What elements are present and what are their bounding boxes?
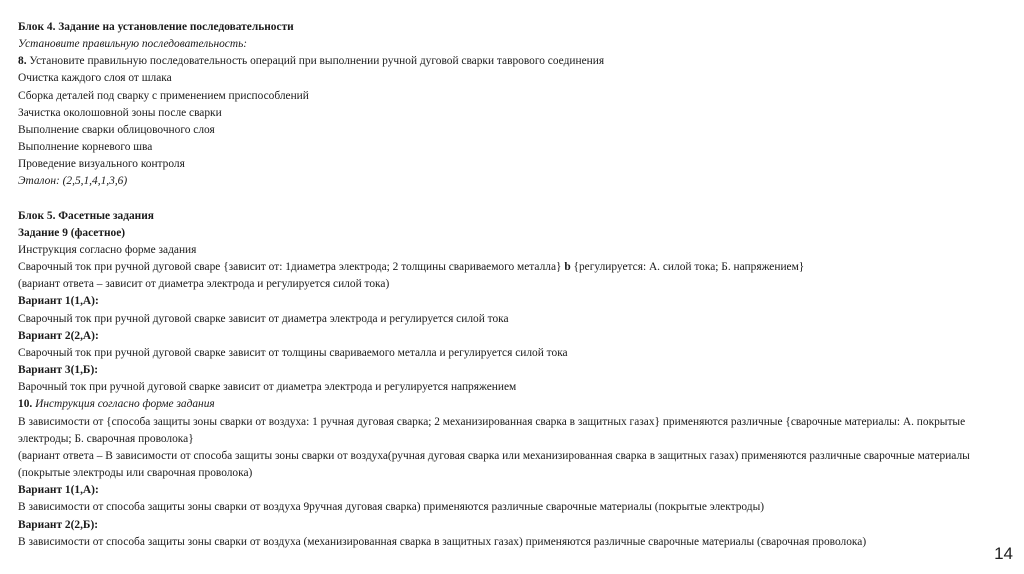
sequence-item: Выполнение корневого шва [18, 141, 153, 154]
task-9-instruction: Инструкция согласно форме задания [18, 244, 197, 257]
sequence-item: Выполнение сварки облицовочного слоя [18, 123, 215, 136]
variant-text: Сварочный ток при ручной дуговой сварке зависит от толщины свариваемого металла и регулируется силой тока [18, 346, 568, 359]
variant-label: Вариант 1(1,А): [18, 484, 99, 497]
sequence-item: Сборка деталей под сварку с применением приспособлений [18, 89, 309, 102]
question-10-statement: В зависимости от {способа защиты зоны сварки от воздуха: 1 ручная дуговая сварка; 2 механизированная сварка в защитных газах} применяются различные {сварочные материалы: А. покрытые электроды; Б. сварочная проволока} [18, 415, 966, 445]
task-9-title: Задание 9 (фасетное) [18, 226, 126, 239]
question-8-number: 8. [18, 55, 27, 68]
spacer [18, 191, 1008, 208]
variant-text: В зависимости от способа защиты зоны сварки от воздуха 9ручная дуговая сварка) применяются различные сварочные материалы (покрытые электроды) [18, 501, 765, 514]
task-9-statement-part: Сварочный ток при ручной дуговой сваре {зависит от: 1диаметра электрода; 2 толщины свариваемого металла} [18, 261, 565, 274]
variant-label: Вариант 2(2,А): [18, 329, 99, 342]
question-10-instruction: Инструкция согласно форме задания [32, 398, 215, 411]
question-10 [18, 396, 1008, 413]
variant-text: Сварочный ток при ручной дуговой сварке зависит от диаметра электрода и регулируется силой тока [18, 312, 509, 325]
variant-label: Вариант 2(2,Б): [18, 518, 99, 531]
question-10-number: 10. [18, 398, 33, 411]
task-9-statement-part: {регулируется: А. силой тока; Б. напряжением} [570, 261, 805, 274]
question-8 [18, 53, 1008, 70]
task-9-answer: (вариант ответа – зависит от диаметра электрода и регулируется силой тока) [18, 278, 390, 291]
etalon: Эталон: (2,5,1,4,1,3,6) [18, 175, 128, 188]
block5-title: Блок 5. Фасетные задания [18, 209, 154, 222]
sequence-item: Зачистка околошовной зоны после сварки [18, 106, 222, 119]
block4-title: Блок 4. Задание на установление последовательности [18, 21, 294, 33]
document-body [18, 19, 1008, 551]
variant-label: Вариант 3(1,Б): [18, 364, 99, 377]
task-9-statement [18, 259, 1008, 276]
page-number: 14 [994, 544, 1013, 563]
task-9-statement-part: b [564, 261, 571, 274]
variant-label: Вариант 1(1,А): [18, 295, 99, 308]
sequence-item: Проведение визуального контроля [18, 158, 185, 171]
variant-text: Варочный ток при ручной дуговой сварке зависит от диаметра электрода и регулируется напряжением [18, 381, 517, 394]
question-10-answer: (вариант ответа – В зависимости от способа защиты зоны сварки от воздуха(ручная дуговая сварка или механизированная сварка в защитных газах) применяются различные сварочные материалы (покрытые электроды или сварочная проволока) [18, 449, 970, 480]
variant-text: В зависимости от способа защиты зоны сварки от воздуха (механизированная сварка в защитных газах) применяются различные сварочные материалы (сварочная проволока) [18, 535, 867, 548]
sequence-item: Очистка каждого слоя от шлака [18, 72, 172, 85]
question-8-text: Установите правильную последовательность операций при выполнении ручной дуговой сварки таврового соединения [26, 55, 605, 68]
block4-instruction: Установите правильную последовательность: [18, 38, 248, 51]
